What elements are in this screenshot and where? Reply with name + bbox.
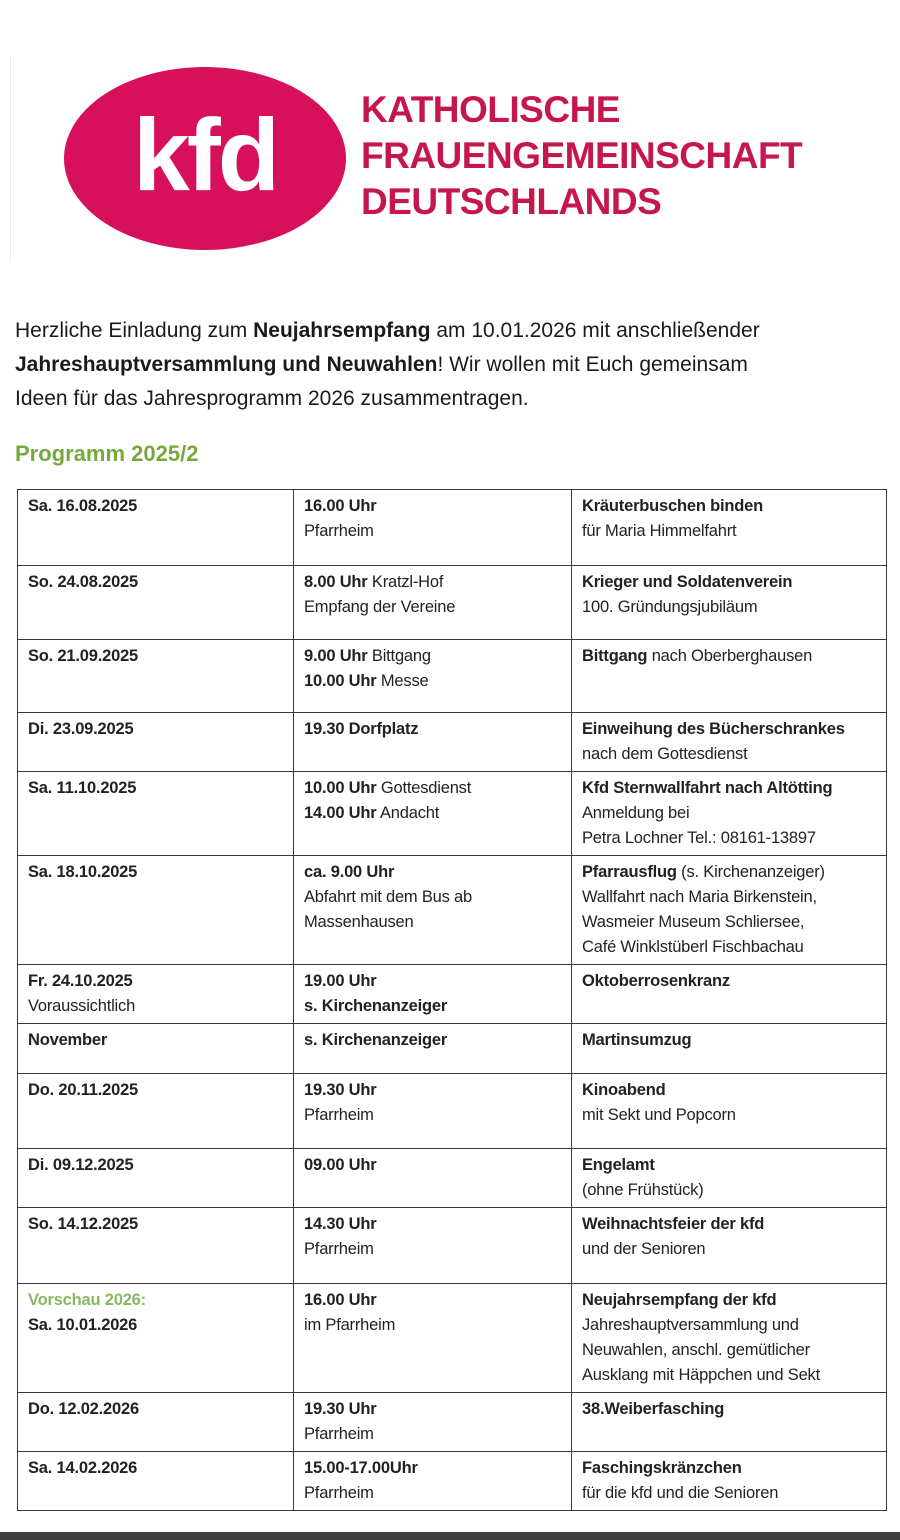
cell-line [582,1212,878,1237]
date-cell [18,1393,294,1452]
event-cell [572,1149,887,1208]
text-segment: 15.00-17.00Uhr [304,1459,418,1477]
text-segment: Ideen für das Jahresprogramm 2026 zusammentragen. [15,387,529,410]
text-segment: 14.00 Uhr [304,804,377,822]
text-segment: So. 14.12.2025 [28,1215,139,1233]
text-segment: am 10.01.2026 mit anschließender [430,319,760,342]
time-place-cell [294,1074,572,1149]
text-segment: So. 24.08.2025 [28,573,139,591]
text-segment: ca. 9.00 Uhr [304,863,395,881]
time-place-cell [294,1208,572,1284]
text-segment: (ohne Frühstück) [582,1181,704,1199]
text-segment: Messe [376,672,429,690]
cell-line [28,994,285,1019]
text-segment: Di. 23.09.2025 [28,720,134,738]
text-segment: Neujahrsempfang der kfd [582,1291,777,1309]
table-row [18,1208,887,1284]
time-place-cell [294,713,572,772]
text-segment: Krieger und Soldatenverein [582,573,793,591]
text-segment: Pfarrheim [304,1425,374,1443]
intro-paragraph [15,314,881,416]
time-place-cell [294,1452,572,1511]
text-segment: mit Sekt und Popcorn [582,1106,736,1124]
date-cell [18,1024,294,1074]
date-cell [18,772,294,856]
text-segment: Kinoabend [582,1081,666,1099]
text-segment: Café Winklstüberl Fischbachau [582,938,804,956]
cell-line [582,1153,878,1178]
table-row [18,1393,887,1452]
cell-line [28,1313,285,1338]
cell-line [28,1288,285,1313]
text-segment: Kräuterbuschen binden [582,497,763,515]
text-segment: 8.00 Uhr [304,573,368,591]
time-place-cell [294,772,572,856]
org-name-line-2: FRAUENGEMEINSCHAFT [361,135,803,176]
text-segment: Pfarrheim [304,1106,374,1124]
text-segment: Bittgang [367,647,431,665]
date-cell [18,1452,294,1511]
cell-line [582,776,878,801]
text-segment: Neuwahlen, anschl. gemütlicher [582,1341,810,1359]
text-segment: Faschingskränzchen [582,1459,742,1477]
cell-line [582,644,878,669]
cell-line [582,742,878,767]
text-segment: Fr. 24.10.2025 [28,972,133,990]
date-cell [18,566,294,640]
text-segment: Einweihung des Bücherschrankes [582,720,845,738]
text-segment: 9.00 Uhr [304,647,368,665]
cell-line [582,570,878,595]
cell-line [304,1456,563,1481]
cell-line [304,860,563,885]
text-segment: 19.30 Uhr [304,1081,377,1099]
program-table [17,489,887,1511]
cell-line [582,519,878,544]
text-segment: 100. Gründungsjubiläum [582,598,758,616]
text-segment: s. Kirchenanzeiger [304,997,448,1015]
cell-line [582,494,878,519]
cell-line [304,969,563,994]
intro-line [15,348,881,382]
cell-line [304,1313,563,1338]
table-row [18,566,887,640]
text-segment: Vorschau 2026: [28,1291,146,1309]
text-segment: Wallfahrt nach Maria Birkenstein, [582,888,817,906]
kfd-monogram: kfd [133,97,277,212]
cell-line [582,860,878,885]
text-segment: 14.30 Uhr [304,1215,377,1233]
event-cell [572,1024,887,1074]
cell-line [304,519,563,544]
text-segment: für Maria Himmelfahrt [582,522,737,540]
cell-line [582,1288,878,1313]
table-row [18,1024,887,1074]
cell-line [304,570,563,595]
date-cell [18,713,294,772]
event-cell [572,490,887,566]
text-segment: So. 21.09.2025 [28,647,139,665]
cell-line [28,969,285,994]
text-segment: Kratzl-Hof [367,573,444,591]
text-segment: Jahreshauptversammlung und [582,1316,799,1334]
org-name [361,87,802,225]
cell-line [582,1456,878,1481]
table-row [18,713,887,772]
text-segment: 16.00 Uhr [304,1291,377,1309]
text-segment: Oktoberrosenkranz [582,972,730,990]
text-segment: Herzliche Einladung zum [15,319,254,342]
kfd-logo-oval [64,67,346,250]
text-segment: 09.00 Uhr [304,1156,377,1174]
text-segment: Anmeldung bei [582,804,690,822]
cell-line [582,1028,878,1053]
cell-line [304,494,563,519]
cell-line [28,644,285,669]
text-segment: 16.00 Uhr [304,497,377,515]
text-segment: Massenhausen [304,913,414,931]
text-segment: und der Senioren [582,1240,706,1258]
time-place-cell [294,566,572,640]
table-row [18,1284,887,1393]
text-segment: 10.00 Uhr [304,672,377,690]
cell-line [582,1363,878,1388]
cell-line [582,1397,878,1422]
event-cell [572,640,887,713]
text-segment: 19.30 Dorfplatz [304,720,419,738]
cell-line [304,1422,563,1447]
cell-line [28,717,285,742]
cell-line [304,1212,563,1237]
table-row [18,1452,887,1511]
intro-line [15,314,881,348]
cell-line [582,1178,878,1203]
cell-line [28,1078,285,1103]
cell-line [304,1103,563,1128]
date-cell [18,965,294,1024]
cell-line [582,1237,878,1262]
cell-line [304,776,563,801]
cell-line [304,1028,563,1053]
table-row [18,772,887,856]
table-row [18,1074,887,1149]
cell-line [28,860,285,885]
text-segment: Pfarrheim [304,1240,374,1258]
text-segment: Do. 12.02.2026 [28,1400,139,1418]
text-segment: 19.30 Uhr [304,1400,377,1418]
text-segment: Empfang der Vereine [304,598,456,616]
cell-line [304,885,563,910]
cell-line [582,1338,878,1363]
text-segment: Weihnachtsfeier der kfd [582,1215,765,1233]
text-segment: ! Wir wollen mit Euch gemeinsam [437,353,748,376]
cell-line [304,910,563,935]
date-cell [18,490,294,566]
event-cell [572,965,887,1024]
text-segment: Do. 20.11.2025 [28,1081,139,1099]
cell-line [582,935,878,960]
cell-line [582,801,878,826]
date-cell [18,1149,294,1208]
event-cell [572,856,887,965]
cell-line [28,570,285,595]
document-page [0,55,900,1511]
text-segment: Petra Lochner Tel.: 08161-13897 [582,829,816,847]
text-segment: Abfahrt mit dem Bus ab [304,888,473,906]
text-segment: Pfarrheim [304,1484,374,1502]
intro-line [15,382,881,416]
text-segment: Neujahrsempfang [253,319,431,342]
cell-line [582,1103,878,1128]
org-name-line-3: DEUTSCHLANDS [361,181,662,222]
cell-line [304,644,563,669]
cell-line [582,717,878,742]
cell-line [28,1397,285,1422]
text-segment: Sa. 16.08.2025 [28,497,138,515]
cell-line [28,1456,285,1481]
event-cell [572,566,887,640]
cell-line [582,595,878,620]
text-segment: Wasmeier Museum Schliersee, [582,913,805,931]
text-segment: Kfd Sternwallfahrt nach Altötting [582,779,833,797]
text-segment: für die kfd und die Senioren [582,1484,779,1502]
cell-line [304,1078,563,1103]
cell-line [28,1028,285,1053]
text-segment: Sa. 10.01.2026 [28,1316,138,1334]
date-cell [18,640,294,713]
text-segment: Sa. 11.10.2025 [28,779,137,797]
text-segment: Voraussichtlich [28,997,136,1015]
text-segment: nach dem Gottesdienst [582,745,748,763]
cell-line [28,494,285,519]
cell-line [582,969,878,994]
text-segment: s. Kirchenanzeiger [304,1031,448,1049]
text-segment: nach Oberberghausen [647,647,813,665]
event-cell [572,1284,887,1393]
table-row [18,965,887,1024]
time-place-cell [294,640,572,713]
cell-line [304,595,563,620]
cell-line [304,717,563,742]
text-segment: 19.00 Uhr [304,972,377,990]
text-segment: November [28,1031,108,1049]
cell-line [304,1153,563,1178]
cell-line [304,1288,563,1313]
time-place-cell [294,965,572,1024]
text-segment: Di. 09.12.2025 [28,1156,134,1174]
table-row [18,640,887,713]
text-segment: 10.00 Uhr [304,779,377,797]
cell-line [28,776,285,801]
text-segment: Jahreshauptversammlung und Neuwahlen [15,353,438,376]
text-segment: Bittgang [582,647,648,665]
cell-line [304,801,563,826]
text-segment: Martinsumzug [582,1031,692,1049]
text-segment: Pfarrausflug [582,863,677,881]
cell-line [304,1397,563,1422]
text-segment: Sa. 14.02.2026 [28,1459,138,1477]
text-segment: Gottesdienst [376,779,472,797]
event-cell [572,1208,887,1284]
page-bottom-edge [0,1532,900,1540]
cell-line [28,1153,285,1178]
kfd-logo [10,55,900,262]
cell-line [304,669,563,694]
event-cell [572,713,887,772]
cell-line [304,1237,563,1262]
cell-line [304,994,563,1019]
table-row [18,490,887,566]
text-segment: 38.Weiberfasching [582,1400,725,1418]
text-segment: im Pfarrheim [304,1316,396,1334]
time-place-cell [294,1393,572,1452]
time-place-cell [294,856,572,965]
cell-line [28,1212,285,1237]
time-place-cell [294,1149,572,1208]
text-segment: Sa. 18.10.2025 [28,863,138,881]
text-segment: Pfarrheim [304,522,374,540]
cell-line [582,910,878,935]
cell-line [582,1313,878,1338]
date-cell [18,856,294,965]
org-name-line-1: KATHOLISCHE [361,89,620,130]
cell-line [582,1078,878,1103]
table-row [18,1149,887,1208]
date-cell [18,1208,294,1284]
program-heading: Programm 2025/2 [15,441,199,466]
text-segment: Ausklang mit Häppchen und Sekt [582,1366,820,1384]
cell-line [582,826,878,851]
table-row [18,856,887,965]
time-place-cell [294,490,572,566]
event-cell [572,1393,887,1452]
text-segment: Engelamt [582,1156,655,1174]
cell-line [582,885,878,910]
event-cell [572,1452,887,1511]
time-place-cell [294,1284,572,1393]
event-cell [572,772,887,856]
time-place-cell [294,1024,572,1074]
text-segment: Andacht [376,804,440,822]
date-cell [18,1074,294,1149]
text-segment: (s. Kirchenanzeiger) [676,863,825,881]
date-cell [18,1284,294,1393]
event-cell [572,1074,887,1149]
